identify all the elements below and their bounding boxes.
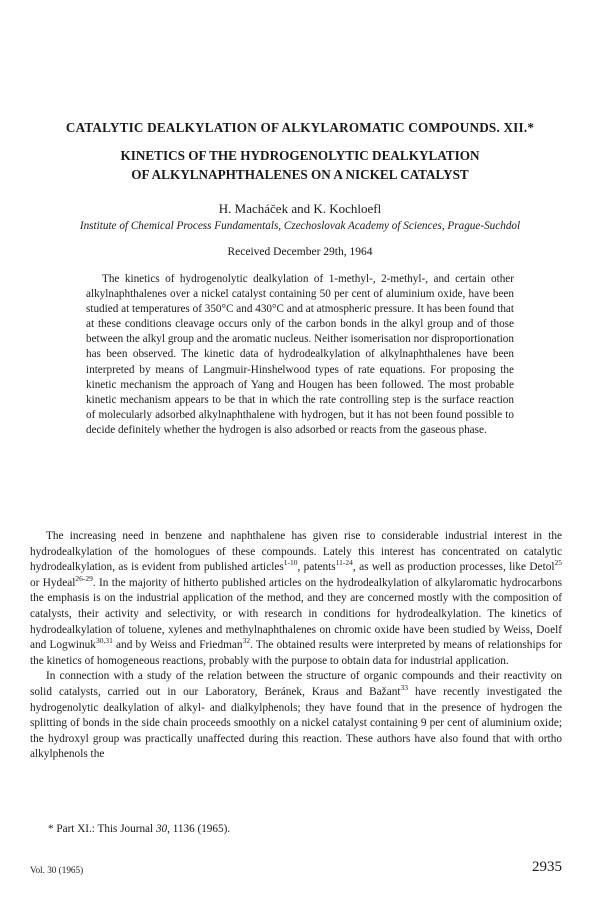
footnote-text: * Part XI.: This Journal xyxy=(48,823,156,835)
volume-footer: Vol. 30 (1965) xyxy=(30,865,84,875)
paper-title-line-2: KINETICS OF THE HYDROGENOLYTIC DEALKYLATION xyxy=(120,148,480,163)
footnote xyxy=(48,823,230,835)
text-run: or Hydeal xyxy=(30,576,76,589)
body-paragraph-2 xyxy=(30,669,562,763)
page-number: 2935 xyxy=(532,859,562,875)
reference-superscript: 32 xyxy=(242,636,251,646)
abstract-text: The kinetics of hydrogenolytic dealkylation of 1-methyl-, 2-methyl-, and certain other alkylnaphthalenes over a nickel catalyst containing 50 per cent of aluminium oxide, have been studied at temperatures of 350°C and 430°C and at atmospheric pressure. It has been found that at these conditions cleavage occurs only of the carbon bonds in the alkyl group and of those between the alkyl group and the aromatic nucleus. Neither isomerisation nor disproportionation has been observed. The kinetic data of hydrodealkylation of alkylnaphthalenes have been interpreted by means of Langmuir-Hinshelwood types of rate equations. For proposing the kinetic mechanism the approach of Yang and Hougen has been followed. The most probable kinetic mechanism appears to be that in which the rate controlling step is the surface reaction of molecularly adsorbed alkylnaphthalene with hydrogen, but it has not been found possible to decide definitely whether the hydrogen is also adsorbed or reacts from the gaseous phase. xyxy=(86,273,514,436)
received-date: Received December 29th, 1964 xyxy=(227,246,373,258)
reference-superscript: 25 xyxy=(554,558,562,568)
text-run: The increasing need in benzene and naphthalene has given rise to considerable industrial interest in the hydrodealkylation of the homologues of these compounds. Lately this interest has concentrated on catalytic hydrodealkylation, as is evident from published articles xyxy=(30,530,562,574)
body-paragraph-1 xyxy=(30,529,562,669)
footnote-text: , 1136 (1965). xyxy=(167,823,231,835)
paper-title-line-1: CATALYTIC DEALKYLATION OF ALKYLAROMATIC COMPOUNDS. XII.* xyxy=(65,120,535,135)
institute: Institute of Chemical Process Fundamentals, Czechoslovak Academy of Sciences, Prague-Suchdol xyxy=(79,220,521,232)
text-run: have recently investigated the hydrogenolytic dealkylation of alkyl- and dialkylphenols; they have found that in the presence of hydrogen the splitting of bonds in the side chain proceeds smoothly on a nickel catalyst containing 9 per cent of aluminium oxide; the hydroxyl group was practically unaffected during this reaction. These authors have also found that with ortho alkylphenols the xyxy=(30,685,563,761)
text-run: , patents xyxy=(297,561,336,574)
footnote-volume: 30 xyxy=(155,823,168,835)
authors: H. Macháček and K. Kochloefl xyxy=(218,201,382,216)
paper-subtitle xyxy=(0,146,600,184)
reference-superscript: 30,31 xyxy=(95,636,113,646)
text-run: and by Weiss and Friedman xyxy=(112,639,243,652)
reference-superscript: 33 xyxy=(400,683,408,693)
text-run: . The obtained results were interpreted by means of relationships for the kinetics of homogeneous reactions, probably with the purpose to obtain data for industrial application. xyxy=(30,639,562,667)
body-text xyxy=(30,529,562,763)
paper-title-line-3: OF ALKYLNAPHTHALENES ON A NICKEL CATALYST xyxy=(131,167,469,182)
abstract xyxy=(86,272,514,438)
text-run: . In the majority of hitherto published articles on the hydrodealkylation of alkylaromatic hydrocarbons the emphasis is on the industrial application of the method, and they are concerned mostly with the composition of catalysts, their activity and selectivity, or with research in conditions for hydrodealkylation. The kinetics of hydrodealkylation of toluene, xylenes and methylnaphthalenes on chromic oxide have been studied by Weiss, Doelf and Logwinuk xyxy=(30,576,562,652)
text-run: , as well as production processes, like Detol xyxy=(352,561,555,574)
reference-superscript: 26-29 xyxy=(75,574,93,584)
reference-superscript: 1-10 xyxy=(283,558,298,568)
text-run: In connection with a study of the relation between the structure of organic compounds and their reactivity on solid catalysts, carried out in our Laboratory, Beránek, Kraus and Bažant xyxy=(30,670,562,698)
reference-superscript: 11-24 xyxy=(335,558,353,568)
